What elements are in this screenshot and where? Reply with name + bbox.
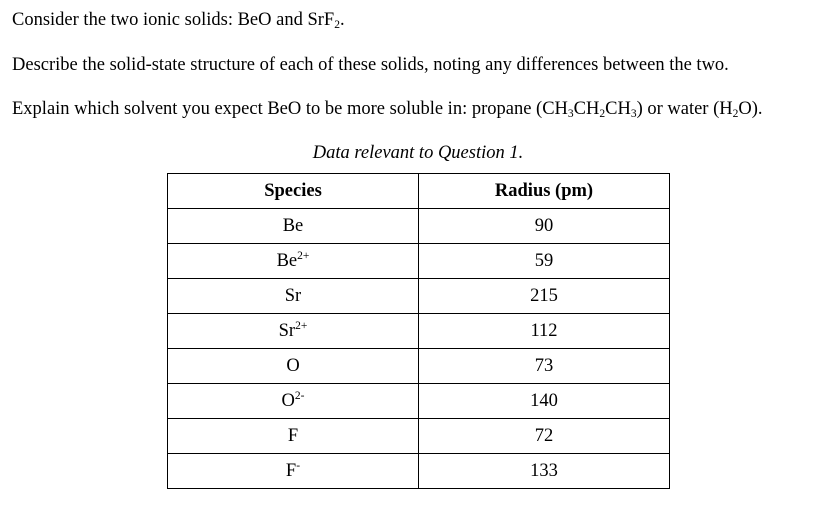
- species-symbol: F: [287, 426, 299, 446]
- radius-cell: 215: [419, 279, 670, 314]
- radius-cell: 112: [419, 314, 670, 349]
- text-part: ) or water (H: [636, 99, 733, 119]
- table-row: [168, 349, 670, 384]
- species-symbol: O: [281, 391, 295, 411]
- species-cell: [168, 384, 419, 419]
- species-cell: [168, 349, 419, 384]
- species-charge: -: [296, 460, 301, 472]
- text-part: CH: [605, 99, 631, 119]
- table-row: [168, 279, 670, 314]
- species-symbol: Sr: [278, 321, 296, 341]
- text-part: Explain which solvent you expect BeO to be more soluble in: propane (CH: [12, 99, 568, 119]
- table-header-row: [168, 174, 670, 209]
- header-species: Species: [168, 174, 419, 209]
- species-cell: [168, 419, 419, 454]
- radius-cell: 90: [419, 209, 670, 244]
- species-charge: 2-: [294, 390, 305, 402]
- species-cell: [168, 279, 419, 314]
- table-caption: Data relevant to Question 1.: [312, 143, 524, 163]
- radius-cell: 59: [419, 244, 670, 279]
- table-row: [168, 314, 670, 349]
- question-line-1-end: .: [339, 10, 345, 30]
- table-row: [168, 244, 670, 279]
- subscript: 2: [732, 108, 739, 120]
- question-line-3: [12, 98, 763, 120]
- subscript: 3: [630, 108, 637, 120]
- species-charge: 2+: [297, 250, 310, 262]
- table-row: [168, 419, 670, 454]
- species-symbol: F: [285, 461, 297, 481]
- species-symbol: Sr: [284, 286, 302, 306]
- species-cell: [168, 244, 419, 279]
- species-symbol: O: [286, 356, 300, 376]
- radius-cell: 72: [419, 419, 670, 454]
- text-part: CH: [573, 99, 600, 119]
- subscript: 3: [567, 108, 574, 120]
- species-cell: [168, 314, 419, 349]
- question-line-1: [12, 9, 345, 31]
- subscript: 2: [599, 108, 606, 120]
- species-cell: [168, 209, 419, 244]
- radius-cell: 73: [419, 349, 670, 384]
- table-row: [168, 384, 670, 419]
- table-row: [168, 209, 670, 244]
- species-symbol: Be: [276, 251, 298, 271]
- question-line-1-text: Consider the two ionic solids: BeO and SrF: [12, 10, 335, 30]
- species-symbol: Be: [282, 216, 304, 236]
- header-radius: Radius (pm): [419, 174, 670, 209]
- species-cell: [168, 454, 419, 489]
- subscript: 2: [334, 19, 340, 31]
- question-line-2: Describe the solid-state structure of each of these solids, noting any differences between the two.: [12, 55, 729, 75]
- radius-cell: 133: [419, 454, 670, 489]
- species-charge: 2+: [295, 320, 308, 332]
- text-part: O).: [738, 99, 763, 119]
- table-row: [168, 454, 670, 489]
- radius-cell: 140: [419, 384, 670, 419]
- radius-table: [167, 173, 670, 489]
